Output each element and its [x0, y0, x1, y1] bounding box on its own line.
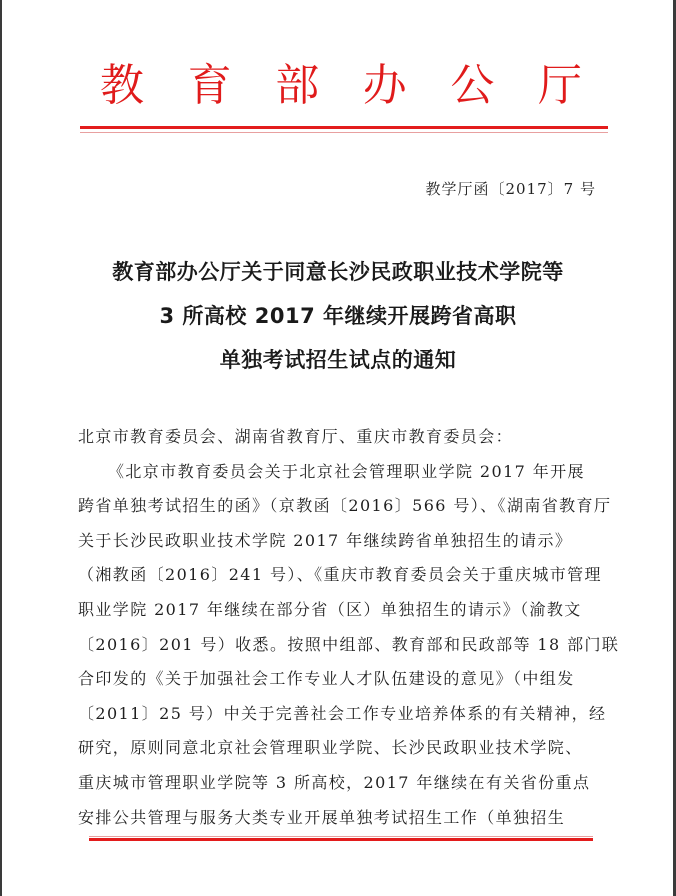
body-line: 研究，原则同意北京社会管理职业学院、长沙民政职业技术学院、 [78, 738, 583, 758]
body-line: 职业学院 2017 年继续在部分省（区）单独招生的请示》（渝教文 [78, 599, 582, 619]
masthead-char: 厅 [537, 60, 582, 111]
title-line: 单独考试招生试点的通知 [219, 348, 457, 372]
footer-red-rule [89, 838, 593, 841]
body-line: 重庆城市管理职业学院等 3 所高校，2017 年继续在有关省份重点 [78, 772, 591, 792]
body-line: 〔2016〕201 号）收悉。按照中组部、教育部和民政部等 18 部门联 [78, 634, 620, 654]
title-line: 教育部办公厅关于同意长沙民政职业技术学院等 [112, 260, 564, 284]
document-number: 教学厅函〔2017〕7 号 [425, 180, 596, 198]
body-line: 关于长沙民政职业技术学院 2017 年继续跨省单独招生的请示》 [78, 530, 573, 550]
masthead-red-rule [80, 126, 608, 129]
masthead-char: 办 [362, 60, 407, 111]
addressee: 北京市教育委员会、湖南省教育厅、重庆市教育委员会： [78, 427, 514, 446]
body-line: 安排公共管理与服务大类专业开展单独考试招生工作（单独招生 [78, 807, 566, 827]
body-line: （湘教函〔2016〕241 号）、《重庆市教育委员会关于重庆城市管理 [78, 565, 602, 585]
scan-edge-left [0, 0, 2, 896]
footer-thin-rule [89, 836, 593, 837]
title-line: 3 所高校 2017 年继续开展跨省高职 [159, 304, 517, 328]
masthead-char: 公 [450, 60, 495, 111]
masthead-header [96, 58, 586, 114]
body-line: 合印发的《关于加强社会工作专业人才队伍建设的意见》（中组发 [78, 669, 575, 689]
body-line: 跨省单独考试招生的函》（京教函〔2016〕566 号）、《湖南省教育厅 [78, 496, 612, 516]
masthead-char: 育 [187, 60, 232, 111]
masthead-char: 部 [275, 60, 320, 111]
document-body [78, 420, 620, 835]
masthead-char: 教 [100, 60, 144, 111]
document-title [40, 250, 636, 382]
masthead-thin-rule [80, 132, 608, 133]
body-line: 〔2011〕25 号）中关于完善社会工作专业培养体系的有关精神，经 [78, 703, 607, 723]
body-line: 《北京市教育委员会关于北京社会管理职业学院 2017 年开展 [108, 461, 585, 481]
